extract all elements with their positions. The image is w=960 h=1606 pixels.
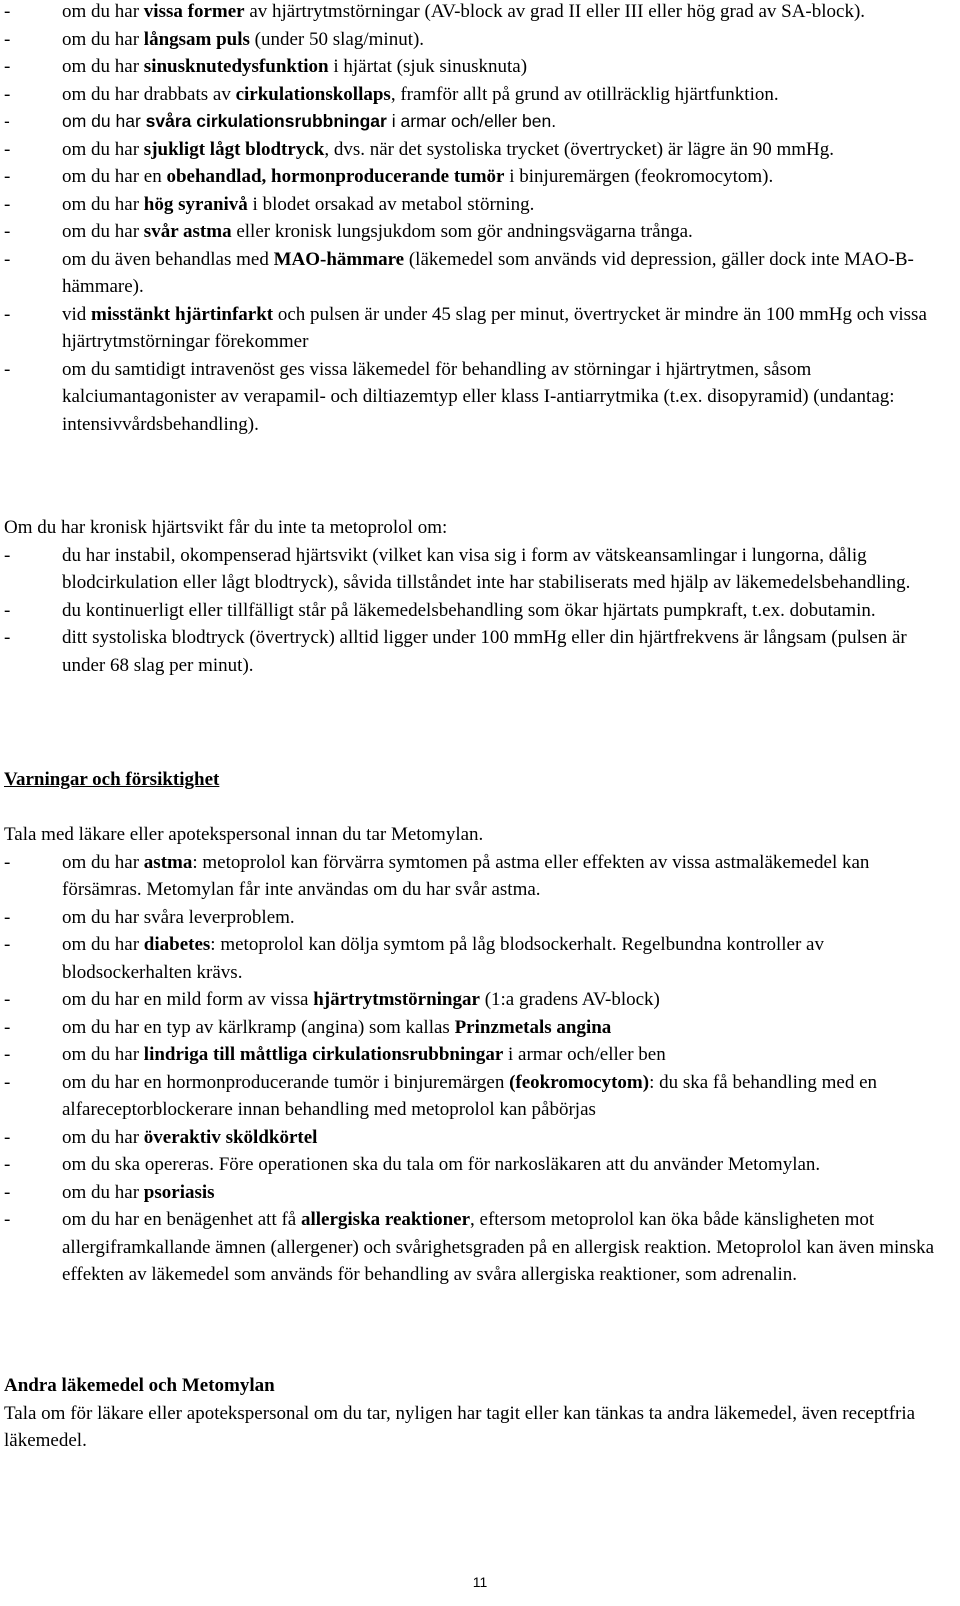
warnings-section (0, 821, 960, 1289)
list-item (0, 163, 960, 191)
text: om du har (62, 193, 144, 215)
list-item (0, 136, 960, 164)
heart-failure-list (0, 542, 960, 680)
bold-text: psoriasis (143, 1181, 215, 1203)
bullet-dash: - (4, 1209, 11, 1230)
list-item (0, 597, 960, 625)
text: , framför allt på grund av otillräcklig hjärtfunktion. (390, 83, 779, 105)
bold-text: allergiska reaktioner (300, 1209, 471, 1230)
text: om du har (62, 851, 144, 873)
text: om du har svåra leverproblem. (62, 906, 295, 928)
list-item (0, 246, 960, 301)
text: : metoprolol kan dölja symtom på låg blodsockerhalt. Regelbundna kontroller av blodsockerhalten krävs. (62, 934, 824, 983)
list-item (0, 53, 960, 81)
list-item (0, 542, 960, 597)
text: i binjuremärgen (feokromocytom). (504, 166, 774, 187)
list-item (0, 904, 960, 932)
text: i armar och/eller ben (503, 1044, 666, 1065)
other-medicines-section (0, 1372, 960, 1455)
bullet-dash: - (4, 1126, 11, 1148)
bold-text: cirkulationskollaps (235, 83, 391, 105)
text: om du har (62, 221, 144, 242)
text: om du har (62, 138, 144, 160)
list-item (0, 624, 960, 679)
list-item (0, 26, 960, 54)
text: (under 50 slag/minut). (249, 28, 425, 50)
page-number: 11 (472, 1574, 488, 1590)
bold-text: vissa former (143, 1, 245, 22)
list-item (0, 301, 960, 356)
text: om du ska opereras. Före operationen ska du tala om för narkosläkaren att du använder Metomylan. (62, 1154, 821, 1175)
text: (läkemedel som används vid depression, gäller dock inte MAO-B-hämmare). (62, 248, 914, 297)
text: om du har (62, 1126, 144, 1148)
text: ditt systoliska blodtryck (övertryck) alltid ligger under 100 mmHg eller din hjärtfrekvens är långsam (pulsen är under 68 slag per minut). (62, 627, 907, 676)
bullet-dash: - (4, 934, 11, 955)
bullet-dash: - (4, 166, 11, 187)
bold-text: hjärtrytmstörningar (313, 989, 480, 1010)
text: , eftersom metoprolol kan öka både känsligheten mot allergiframkallande ämnen (allergener) och svårighetsgraden på en allergisk reaktion. Metoprolol kan även minska effekten av läkemedel som används för behandling av svåra allergiska reaktioner, som adrenalin. (62, 1209, 935, 1285)
bullet-dash: - (4, 1, 11, 22)
bold-text: svåra cirkulationsrubbningar (145, 111, 387, 131)
text: om du har (62, 56, 144, 77)
bold-text: hög syranivå (143, 193, 248, 215)
text: av hjärtrytmstörningar (AV-block av grad II eller III eller hög grad av SA-block). (244, 1, 866, 22)
text: om du har en benägenhet att få (62, 1209, 301, 1230)
text: : du ska få behandling med en alfareceptorblockerare innan behandling med metoprolol kan påbörjas (62, 1071, 878, 1120)
text: du kontinuerligt eller tillfälligt står på läkemedelsbehandling som ökar hjärtats pumpkraft, t.ex. dobutamin. (62, 599, 876, 621)
text: om du har (62, 934, 144, 955)
bullet-dash: - (4, 1016, 11, 1038)
bullet-dash: - (4, 358, 11, 380)
text: om du har (62, 1, 144, 22)
text: om du har en mild form av vissa (62, 989, 314, 1010)
other-medicines-text: Tala om för läkare eller apotekspersonal om du tar, nyligen har tagit eller kan tänkas ta andra läkemedel, även receptfria läkemedel. (4, 1402, 916, 1451)
text: om du har en hormonproducerande tumör i binjuremärgen (62, 1071, 510, 1093)
bold-text: astma (143, 851, 193, 873)
text: , dvs. när det systoliska trycket (övertrycket) är lägre än 90 mmHg. (324, 138, 835, 160)
list-item (0, 1206, 960, 1289)
list-item (0, 1179, 960, 1207)
text: om du samtidigt intravenöst ges vissa läkemedel för behandling av störningar i hjärtrytmen, såsom kalciumantagonister av verapamil- och diltiazemtyp eller klass I-antiarrytmika (t.ex. disopyramid) (undantag: intensivvårdsbehandling). (62, 358, 895, 435)
list-item (0, 849, 960, 904)
list-item (0, 1069, 960, 1124)
bold-text: Prinzmetals angina (454, 1016, 612, 1038)
bullet-dash: - (4, 56, 11, 77)
bullet-dash: - (4, 989, 11, 1010)
list-item (0, 191, 960, 219)
text: om du har (62, 1044, 144, 1065)
bullet-dash: - (4, 1154, 11, 1175)
bullet-dash: - (4, 1181, 11, 1203)
bold-text: sjukligt lågt blodtryck (143, 138, 325, 160)
text: eller kronisk lungsjukdom som gör andningsvägarna trånga. (231, 221, 693, 242)
text: (1:a gradens AV-block) (479, 989, 660, 1010)
bold-text: överaktiv sköldkörtel (143, 1126, 318, 1148)
text: om du även behandlas med (62, 248, 274, 270)
contraindication-list (0, 0, 960, 438)
list-item (0, 0, 960, 26)
text: om du har (62, 28, 144, 50)
text: i armar och/eller ben. (386, 111, 557, 131)
text: om du har (62, 1181, 144, 1203)
bullet-dash: - (4, 627, 11, 648)
bullet-dash: - (4, 544, 11, 566)
list-item (0, 1041, 960, 1069)
other-medicines-heading: Andra läkemedel och Metomylan (4, 1375, 275, 1396)
text: : metoprolol kan förvärra symtomen på astma eller effekten av vissa astmaläkemedel kan försämras. Metomylan får inte användas om du har svår astma. (62, 851, 870, 900)
list-item (0, 1014, 960, 1042)
bold-text: sinusknutedysfunktion (143, 56, 329, 77)
list-item (0, 218, 960, 246)
heart-failure-intro: Om du har kronisk hjärtsvikt får du inte ta metoprolol om: (4, 517, 448, 538)
text: om du har en typ av kärlkramp (angina) som kallas (62, 1016, 455, 1038)
bullet-dash: - (4, 193, 11, 215)
list-item (0, 986, 960, 1014)
list-item (0, 356, 960, 439)
text: i blodet orsakad av metabol störning. (247, 193, 535, 215)
bullet-dash: - (4, 1044, 11, 1065)
list-item (0, 108, 960, 136)
bullet-dash: - (4, 303, 11, 325)
list-item (0, 1124, 960, 1152)
list-item (0, 931, 960, 986)
bullet-dash: - (4, 83, 11, 105)
text: och pulsen är under 45 slag per minut, övertrycket är mindre än 100 mmHg och vissa hjärtrytmstörningar förekommer (62, 303, 927, 352)
bullet-dash: - (4, 599, 11, 621)
heart-failure-section (0, 514, 960, 679)
bullet-dash: - (4, 28, 11, 50)
bold-text: svår astma (143, 221, 232, 242)
bullet-dash: - (4, 906, 11, 928)
bold-text: långsam puls (143, 28, 250, 50)
text: du har instabil, okompenserad hjärtsvikt (vilket kan visa sig i form av vätskeansamlingar i lungorna, dålig blodcirkulation eller lågt blodtryck), såvida tillståndet inte har stabiliserats med hjälp av läkemedelsbehandling. (62, 544, 911, 593)
list-item (0, 1151, 960, 1179)
bullet-dash: - (4, 221, 11, 242)
text: om du har drabbats av (62, 83, 236, 105)
bold-text: diabetes (143, 934, 211, 955)
bold-text: obehandlad, hormonproducerande tumör (166, 166, 505, 187)
bullet-dash: - (4, 248, 11, 270)
bold-text: MAO-hämmare (273, 248, 405, 270)
warnings-list (0, 849, 960, 1289)
bold-text: misstänkt hjärtinfarkt (91, 303, 274, 325)
bold-text: (feokromocytom) (509, 1071, 650, 1093)
bullet-dash: - (4, 1071, 11, 1093)
bold-text: lindriga till måttliga cirkulationsrubbningar (143, 1044, 504, 1065)
text: om du har en (62, 166, 167, 187)
warnings-heading: Varningar och försiktighet (4, 769, 220, 790)
bullet-dash: - (4, 138, 11, 160)
text: vid (62, 303, 92, 325)
text: om du har (62, 111, 146, 131)
warnings-intro: Tala med läkare eller apotekspersonal innan du tar Metomylan. (4, 824, 484, 845)
bullet-dash: - (4, 111, 10, 131)
list-item (0, 81, 960, 109)
warnings-heading-block (0, 766, 960, 794)
text: i hjärtat (sjuk sinusknuta) (328, 56, 528, 77)
bullet-dash: - (4, 851, 11, 873)
